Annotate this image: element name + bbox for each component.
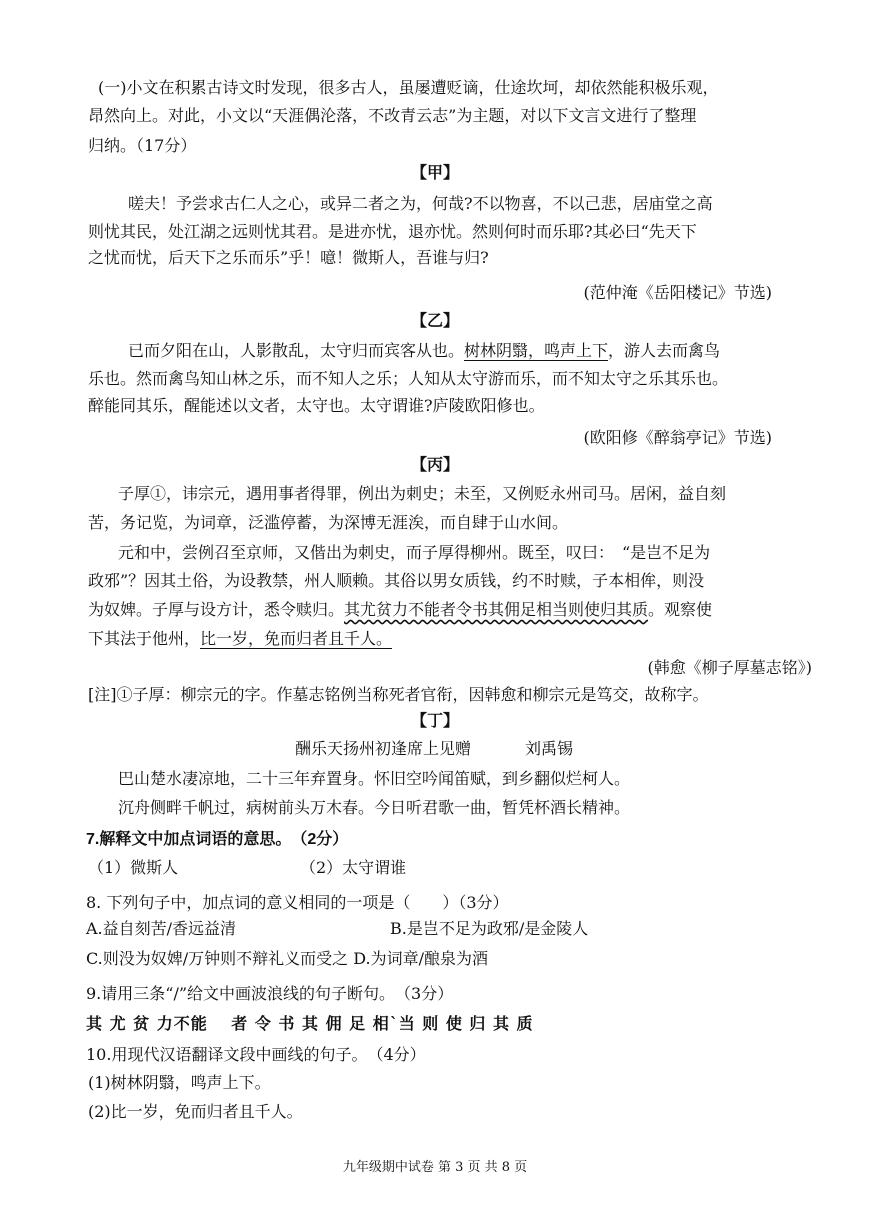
jia-line-1: 嗟夫！予尝求古仁人之心，或异二者之为，何哉?不以物喜，不以己悲，居庙堂之高 <box>128 194 713 213</box>
question-7-item-1: （1）微斯人 <box>88 858 179 877</box>
bing-line-4: 政邪”？因其土俗，为设教禁，州人顺赖。其俗以男女质钱，约不时赎，子本相侔，则没 <box>88 571 705 590</box>
bing-line-6 <box>88 626 392 652</box>
bing-wavy-sentence: 其尤贫力不能者令书其佣足相当则使归其质 <box>344 600 649 619</box>
poem-title: 酬乐天扬州初逢席上见赠 <box>295 739 472 758</box>
question-8-options-c-d: C.则没为奴婢/万钟则不辩礼义而受之 D.为词章/酿泉为酒 <box>86 949 488 968</box>
bing-underlined-sentence: 比一岁，免而归者且千人。 <box>200 629 393 648</box>
question-9-sentence: 其 尤 贫 力不能 者 令 书 其 佣 足 相`当 则 使 归 其 质 <box>86 1014 534 1033</box>
poem-author: 刘禹锡 <box>525 739 574 758</box>
section-heading-yi: 【乙】 <box>410 311 459 330</box>
bing-note: [注]①子厚：柳宗元的字。作墓志铭例当称死者官衔，因韩愈和柳宗元是笃交，故称字。 <box>88 685 709 704</box>
jia-line-3: 之忧而忧，后天下之乐而乐”乎！噫！微斯人，吾谁与归? <box>88 248 489 267</box>
yi-line-1-end: ，游人去而禽鸟 <box>608 341 721 360</box>
bing-line-5-start: 为奴婢。子厚与设方计，悉令赎归。 <box>88 600 345 619</box>
question-10: 10.用现代汉语翻译文段中画线的句子。 （4分） <box>86 1045 426 1064</box>
intro-line-1: (一)小文在积累古诗文时发现，很多古人，虽屡遭贬谪，仕途坎坷，却依然能积极乐观， <box>98 78 719 97</box>
yi-line-3: 醉能同其乐，醒能述以文者，太守也。太守谓谁?庐陵欧阳修也。 <box>88 396 545 415</box>
bing-line-2: 苦，务记览，为词章，泛滥停蓄，为深博无涯涘，而自肆于山水间。 <box>88 513 569 532</box>
bing-line-1: 子厚①，讳宗元，遇用事者得罪，例出为刺史；未至，又例贬永州司马。居闲，益自刻 <box>118 484 727 503</box>
bing-line-6-start: 下其法于他州， <box>88 629 201 648</box>
yi-source: (欧阳修《醉翁亭记》节选) <box>583 428 772 447</box>
yi-line-1-start: 已而夕阳在山，人影散乱，太守归而宾客从也。 <box>128 341 465 360</box>
bing-line-3: 元和中，尝例召至京师，又偕出为刺史，而子厚得柳州。既至，叹曰： “是岂不足为 <box>118 543 711 562</box>
intro-line-3: 归纳。（17分） <box>88 136 197 155</box>
question-7-item-2: （2）太守谓谁 <box>300 858 407 877</box>
section-heading-ding: 【丁】 <box>410 711 459 730</box>
jia-line-2: 则忧其民，处江湖之远则忧其君。是进亦忧，退亦忧。然则何时而乐耶?其必曰“先天下 <box>88 222 697 241</box>
bing-line-5-end: 。观察使 <box>648 600 713 619</box>
question-8: 8. 下列句子中，加点词的意义相同的一项是（ ）（3分） <box>86 893 509 912</box>
page-footer: 九年级期中试卷 第 3 页 共 8 页 <box>342 1160 528 1175</box>
question-10-item-2: (2)比一岁，免而归者且千人。 <box>88 1102 303 1121</box>
intro-line-2: 昂然向上。对此，小文以“天涯偶沦落，不改青云志”为主题，对以下文言文进行了整理 <box>88 106 697 125</box>
poem-line-2: 沉舟侧畔千帆过，病树前头万木春。今日听君歌一曲，暂凭杯酒长精神。 <box>118 798 631 817</box>
bing-source: (韩愈《柳子厚墓志铭》) <box>647 658 812 677</box>
yi-underlined-sentence: 树林阴翳，鸣声上下 <box>464 341 609 360</box>
question-9: 9.请用三条“/”给文中画波浪线的句子断句。 （3分） <box>86 984 454 1003</box>
poem-line-1: 巴山楚水凄凉地，二十三年弃置身。怀旧空吟闻笛赋，到乡翻似烂柯人。 <box>118 769 631 788</box>
question-7: 7.解释文中加点词语的意思。 （2分） <box>86 831 349 848</box>
yi-line-2: 乐也。然而禽鸟知山林之乐，而不知人之乐；人知从太守游而乐，而不知太守之乐其乐也。 <box>88 369 729 388</box>
question-10-item-1: (1)树林阴翳，鸣声上下。 <box>88 1073 271 1092</box>
jia-source: (范仲淹《岳阳楼记》节选) <box>583 283 772 302</box>
section-heading-jia: 【甲】 <box>410 163 459 182</box>
section-heading-bing: 【丙】 <box>410 455 459 474</box>
question-8-option-b: B.是岂不足为政邪/是金陵人 <box>390 919 589 938</box>
yi-line-1 <box>128 338 720 364</box>
question-8-option-a: A.益自刻苦/香远益清 <box>86 919 237 938</box>
bing-line-5 <box>88 597 712 623</box>
